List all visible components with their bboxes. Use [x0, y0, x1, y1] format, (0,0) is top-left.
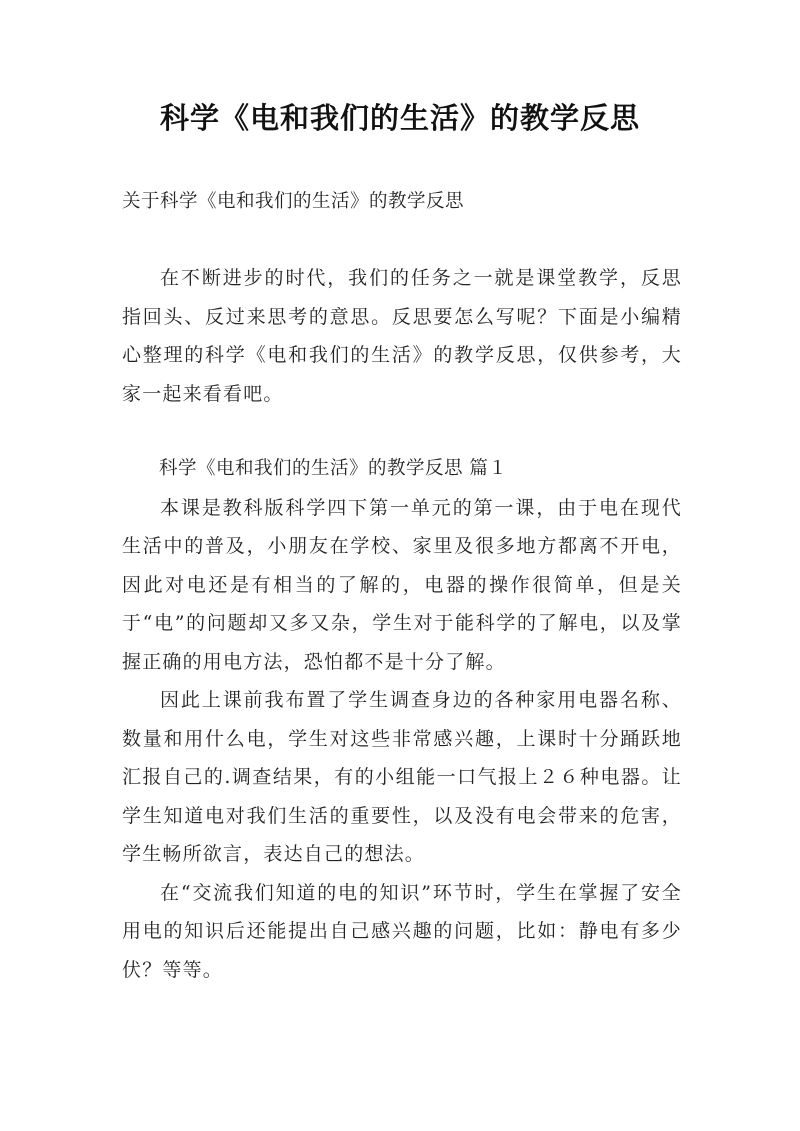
body-paragraph: 本课是教科版科学四下第一单元的第一课，由于电在现代生活中的普及，小朋友在学校、家里及很多地方都离不开电，因此对电还是有相当的了解的，电器的操作很简单，但是关于“电”的问题却又多又杂，学生对于能科学的了解电，以及掌握正确的用电方法，恐怕都不是十分了解。 [122, 496, 682, 673]
intro-paragraph: 在不断进步的时代，我们的任务之一就是课堂教学，反思指回头、反过来思考的意思。反思要怎么写呢？下面是小编精心整理的科学《电和我们的生活》的教学反思，仅供参考，大家一起来看看吧。 [122, 267, 682, 405]
intro-block [122, 259, 682, 413]
body-paragraph: 因此上课前我布置了学生调查身边的各种家用电器名称、数量和用什么电，学生对这些非常感兴趣，上课时十分踊跃地汇报自己的.调查结果，有的小组能一口气报上２６种电器。让学生知道电对我们生活的重要性，以及没有电会带来的危害，学生畅所欲言，表达自己的想法。 [122, 689, 682, 865]
section-heading: 科学《电和我们的生活》的教学反思 篇１ [159, 458, 508, 479]
body-paragraph: 在“交流我们知道的电的知识”环节时，学生在掌握了安全用电的知识后还能提出自己感兴趣的问题，比如：静电有多少伏？等等。 [122, 881, 682, 981]
page-title: 科学《电和我们的生活》的教学反思 [159, 101, 640, 135]
page-subtitle: 关于科学《电和我们的生活》的教学反思 [122, 191, 465, 212]
section-block [122, 450, 682, 989]
